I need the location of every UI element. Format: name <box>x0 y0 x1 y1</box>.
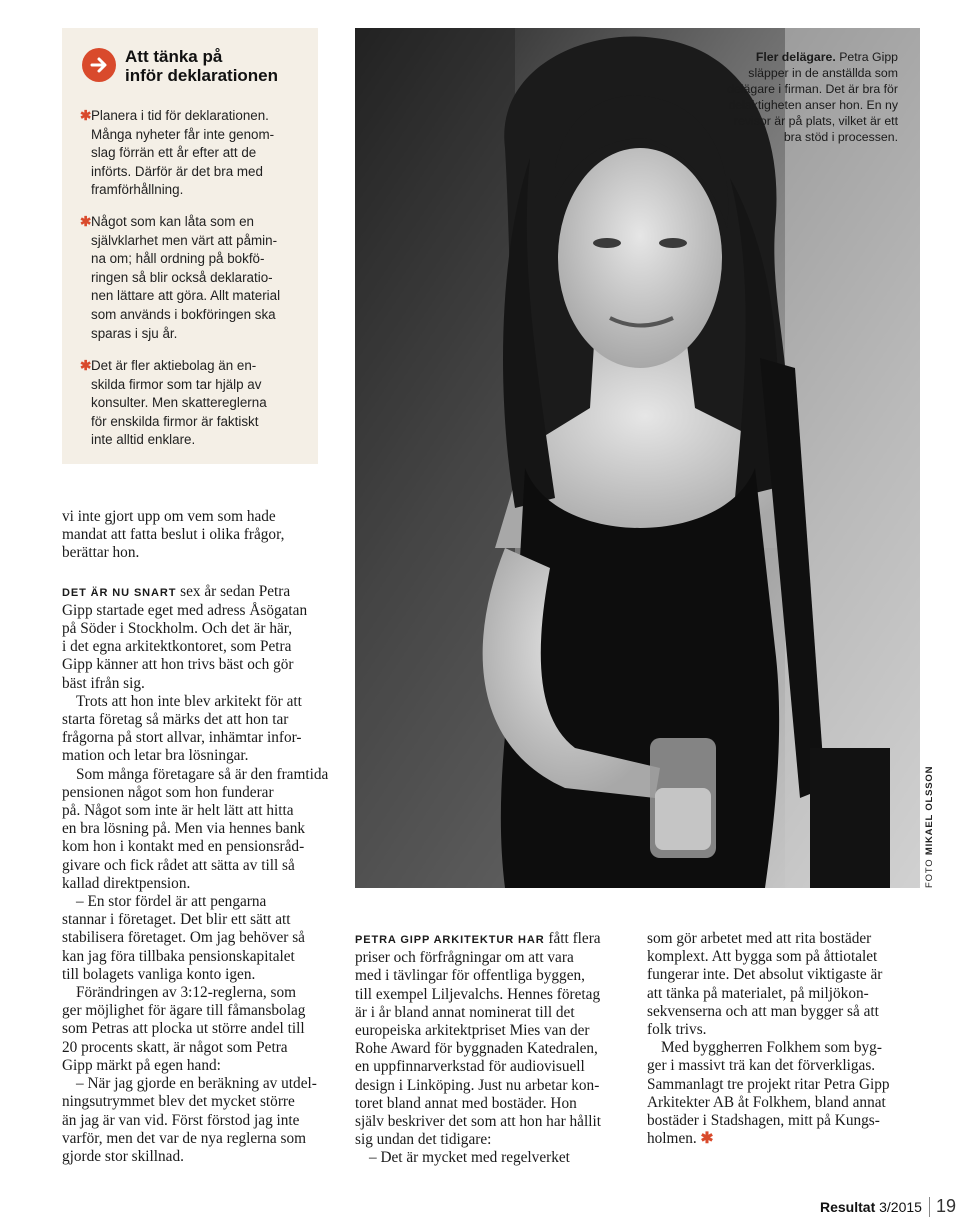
asterisk-icon: ✱ <box>80 108 92 123</box>
arrow-right-icon <box>82 48 116 82</box>
paragraph: Som många företagare så är den framtida pensionen något som hon funderar på. Något som inte är helt lätt att hitta en bra lösning på. Men via hennes bank kom hon i kontakt med en pensionsråd- givare och fick rådet att sätta av till så kallad direktpension. <box>62 765 329 892</box>
photo-credit <box>924 766 935 888</box>
body-column-3 <box>647 930 927 1148</box>
paragraph-text: fått flera priser och förfrågningar om att vara med i tävlingar för offentliga byggen, till exempel Liljevalchs. Hennes företag är i år bland annat nominerat till det europeiska arkitektpriset Mies van der Rohe Award för byggnaden Katedralen, en uppfinnarverkstad för audiovisuell design i Linköping. Just nu arbetar kon- toret bland annat med bostäder. Hon själv beskriver det som att hon har hållit sig undan det tidigare: <box>355 930 601 1149</box>
paragraph: – När jag gjorde en beräkning av utdel- ningsutrymmet blev det mycket större än jag är van vid. Först förstod jag inte varför, men det var de nya reglerna som gjorde stor skillnad. <box>62 1075 317 1165</box>
section-lead: PETRA GIPP ARKITEKTUR HAR <box>355 934 545 946</box>
tip-text: Det är fler aktiebolag än en- skilda firmor som tar hjälp av konsulter. Men skattereglerna för enskilda firmor är faktiskt inte alltid enklare. <box>91 358 267 448</box>
body-column-1 <box>62 508 342 1166</box>
body-column-2 <box>355 930 635 1168</box>
box-title: Att tänka på inför deklarationen <box>125 47 279 85</box>
paragraph: som gör arbetet med att rita bostäder komplext. Att bygga som på åttiotalet fungerar inte. Det absolut viktigaste är att tänka på materialet, på miljökon- sekvenserna och att man bygger så att folk trivs. <box>647 930 883 1039</box>
footer-divider <box>929 1197 930 1217</box>
paragraph <box>355 930 635 1149</box>
paragraph: Trots att hon inte blev arkitekt för att starta företag så märks det att hon tar frågorna på stort allvar, inhämtar infor- mation och letar bra lösningar. <box>62 692 302 765</box>
page-number: 19 <box>936 1196 957 1216</box>
asterisk-icon: ✱ <box>80 214 92 229</box>
caption-text: Petra Gipp släpper in de anställda som delägare i firman. Det är bra för delaktigheten anser hon. En ny revisor är på plats, vilket är ett bra stöd i processen. <box>727 50 898 144</box>
asterisk-icon: ✱ <box>80 358 92 373</box>
paragraph: – En stor fördel är att pengarna stannar i företaget. Det blir ett sätt att stabilisera företaget. Om jag behöver så kan jag föra tillbaka pensionskapitalet till bolagets vanliga konto igen. <box>62 893 305 983</box>
tip-text: Något som kan låta som en självklarhet men värt att påmin- na om; håll ordning på bokfö- ringen så blir också deklaratio- nen lättare att göra. Allt material som används i bokföringen ska sparas i sju år. <box>91 214 281 341</box>
tip-text: Planera i tid för deklarationen. Många nyheter får inte genom- slag förrän ett år efter att de införts. Därför är det bra med framförhållning. <box>91 108 275 198</box>
end-asterisk-icon: ✱ <box>700 1130 714 1148</box>
paragraph <box>647 1039 927 1148</box>
section-lead: DET ÄR NU SNART <box>62 586 177 599</box>
photo-caption <box>706 49 898 145</box>
paragraph-text: Med byggherren Folkhem som byg- ger i massivt trä kan det förverkligas. Sammanlagt tre projekt ritar Petra Gipp Arkitekter AB åt Folkhem, bland annat bostäder i Stadshagen, mitt på Kungs- holmen. <box>647 1039 890 1148</box>
caption-lead: Fler delägare. <box>755 50 836 64</box>
paragraph: vi inte gjort upp om vem som hade mandat att fatta beslut i olika frågor, berättar hon. <box>62 508 285 562</box>
portrait-illustration <box>355 28 920 888</box>
paragraph: Förändringen av 3:12-reglerna, som ger möjlighet för ägare till fåmansbolag som Petras att plocka ut större andel till 20 procents skatt, är något som Petra Gipp märkt på egen hand: <box>62 984 306 1074</box>
page-footer <box>820 1199 922 1215</box>
tip-item <box>78 213 310 343</box>
credit-prefix: FOTO <box>924 855 935 888</box>
tip-item <box>78 357 310 450</box>
portrait-photo <box>355 28 920 888</box>
paragraph-text: sex år sedan Petra Gipp startade eget med adress Åsögatan på Söder i Stockholm. Och det är här, i det egna arkitektkontoret, som Petra Gipp känner att hon trivs bäst och gör bäst ifrån sig. <box>62 582 308 692</box>
paragraph <box>62 583 342 693</box>
issue-number: 3/2015 <box>875 1199 922 1215</box>
magazine-name: Resultat <box>820 1199 876 1215</box>
credit-name: MIKAEL OLSSON <box>924 765 935 856</box>
tip-item <box>78 107 310 200</box>
paragraph: – Det är mycket med regelverket <box>369 1149 570 1167</box>
tips-box <box>62 28 318 464</box>
